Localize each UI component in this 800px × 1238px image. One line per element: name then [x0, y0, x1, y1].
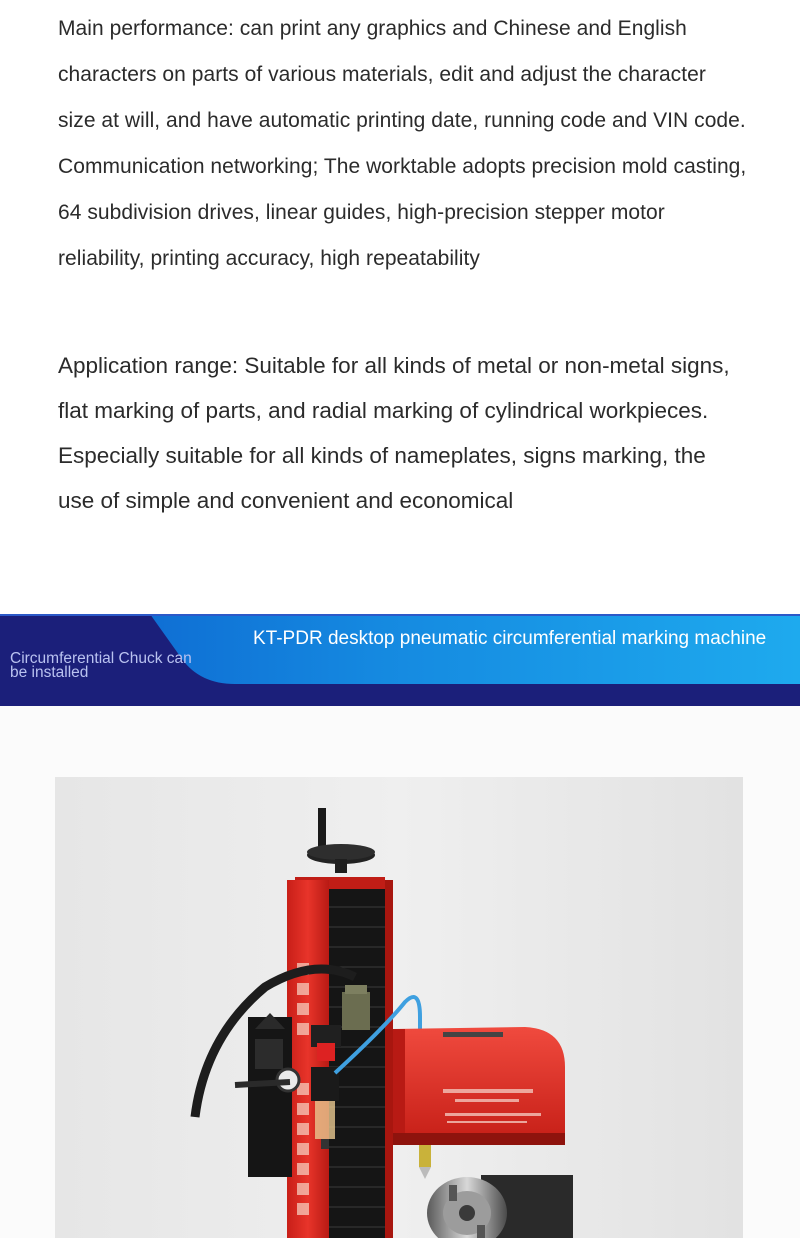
product-banner — [0, 614, 800, 706]
chuck-install-label: Circumferential Chuck can be installed — [10, 650, 192, 681]
main-performance-text: Main performance: can print any graphics and Chinese and English characters on parts of various materials, edit and adjust the character size at will, and have automatic printing date, running code and VIN code. Communication networking; The worktable adopts precision mold casting, 64 subdivision drives, linear guides, high-precision stepper motor reliability, printing accuracy, high repeatability — [58, 17, 747, 270]
application-range-text: Application range: Suitable for all kinds of metal or non-metal signs, flat marking of parts, and radial marking of cylindrical workpieces. Especially suitable for all kinds of nameplates, signs marking, the use of simple and convenient and economical — [58, 353, 730, 513]
product-photo — [55, 777, 743, 1238]
banner-title: KT-PDR desktop pneumatic circumferential marking machine — [253, 628, 767, 649]
marking-machine-icon — [55, 777, 743, 1238]
